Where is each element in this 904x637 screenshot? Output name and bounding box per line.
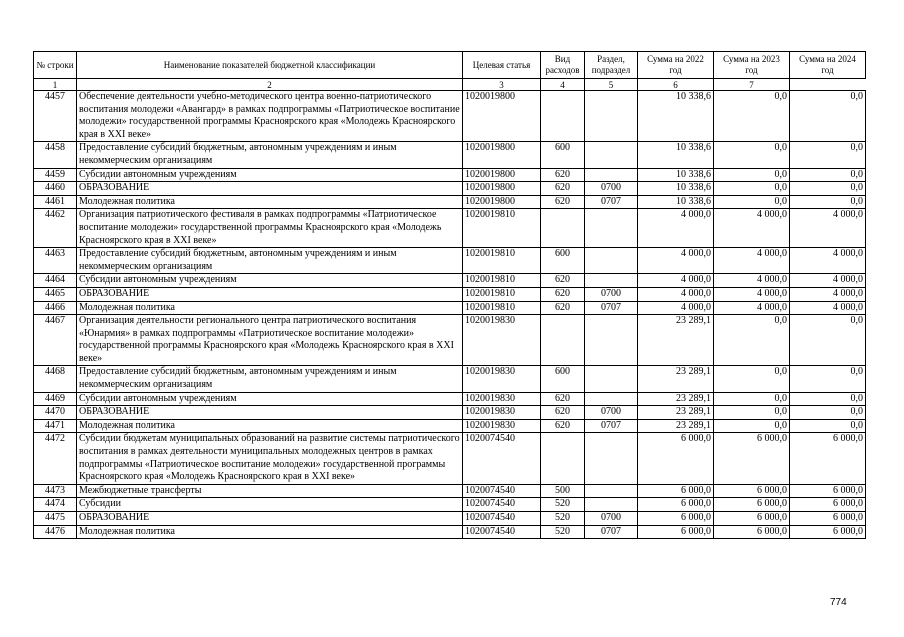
indicator-name: Молодежная политика <box>77 419 463 433</box>
expense-type-code: 600 <box>541 142 585 168</box>
indicator-name: Субсидии автономным учреждениям <box>77 274 463 288</box>
header-name: Наименование показателей бюджетной классификации <box>77 52 463 79</box>
target-article-code: 1020074540 <box>463 512 541 526</box>
header-sum-2024: Сумма на 2024 год <box>790 52 866 79</box>
sum-2023: 6 000,0 <box>714 512 790 526</box>
header-section: Раздел, подраздел <box>585 52 638 79</box>
row-number: 4471 <box>34 419 77 433</box>
section-code <box>585 209 638 248</box>
row-number: 4462 <box>34 209 77 248</box>
sum-2022: 10 338,6 <box>638 182 714 196</box>
sum-2023: 0,0 <box>714 315 790 366</box>
sum-2023: 4 000,0 <box>714 209 790 248</box>
sum-2024: 4 000,0 <box>790 274 866 288</box>
table-row <box>34 406 866 420</box>
column-number: 4 <box>541 79 585 91</box>
section-code <box>585 315 638 366</box>
column-number: 5 <box>585 79 638 91</box>
table-row <box>34 512 866 526</box>
expense-type-code <box>541 315 585 366</box>
sum-2024: 4 000,0 <box>790 287 866 301</box>
header-sum-2022: Сумма на 2022 год <box>638 52 714 79</box>
column-number: 7 <box>714 79 790 91</box>
table-row <box>34 366 866 392</box>
sum-2022: 23 289,1 <box>638 406 714 420</box>
table-row <box>34 315 866 366</box>
sum-2022: 4 000,0 <box>638 248 714 274</box>
indicator-name: Обеспечение деятельности учебно-методического центра военно-патриотического воспитания молодежи «Авангард» в рамках подпрограммы «Патриотическое воспитание молодежи» государственной программы Красноярского края «Молодежь Красноярского края в XXI веке» <box>77 91 463 142</box>
sum-2022: 6 000,0 <box>638 433 714 484</box>
row-number: 4473 <box>34 484 77 498</box>
sum-2024: 6 000,0 <box>790 498 866 512</box>
table-row <box>34 525 866 539</box>
indicator-name: ОБРАЗОВАНИЕ <box>77 406 463 420</box>
table-row <box>34 419 866 433</box>
sum-2022: 10 338,6 <box>638 91 714 142</box>
sum-2024: 6 000,0 <box>790 433 866 484</box>
row-number: 4463 <box>34 248 77 274</box>
target-article-code: 1020019800 <box>463 195 541 209</box>
expense-type-code: 500 <box>541 484 585 498</box>
sum-2024: 0,0 <box>790 195 866 209</box>
table-row <box>34 287 866 301</box>
sum-2024: 0,0 <box>790 366 866 392</box>
indicator-name: Субсидии бюджетам муниципальных образований на развитие системы патриотического воспитания в рамках деятельности муниципальных молодежных центров в рамках подпрограммы «Патриотическое воспитание молодежи» государственной программы Красноярского края «Молодежь Красноярского края в XXI веке» <box>77 433 463 484</box>
target-article-code: 1020074540 <box>463 484 541 498</box>
indicator-name: ОБРАЗОВАНИЕ <box>77 512 463 526</box>
sum-2023: 0,0 <box>714 168 790 182</box>
indicator-name: Предоставление субсидий бюджетным, автономным учреждениям и иным некоммерческим организациям <box>77 366 463 392</box>
sum-2024: 0,0 <box>790 315 866 366</box>
indicator-name: Молодежная политика <box>77 195 463 209</box>
section-code <box>585 366 638 392</box>
expense-type-code: 620 <box>541 406 585 420</box>
expense-type-code: 600 <box>541 366 585 392</box>
indicator-name: Организация деятельности регионального центра патриотического воспитания «Юнармия» в рамках подпрограммы «Патриотическое воспитание молодежи» государственной программы Красноярского края «Молодежь Красноярского края в XXI веке» <box>77 315 463 366</box>
sum-2024: 4 000,0 <box>790 209 866 248</box>
table-row <box>34 484 866 498</box>
sum-2022: 6 000,0 <box>638 498 714 512</box>
sum-2022: 23 289,1 <box>638 315 714 366</box>
column-number: 3 <box>463 79 541 91</box>
row-number: 4465 <box>34 287 77 301</box>
target-article-code: 1020019810 <box>463 248 541 274</box>
page-number: 774 <box>830 597 847 608</box>
expense-type-code <box>541 433 585 484</box>
column-number: 1 <box>34 79 77 91</box>
sum-2023: 0,0 <box>714 392 790 406</box>
target-article-code: 1020019810 <box>463 301 541 315</box>
expense-type-code: 520 <box>541 512 585 526</box>
indicator-name: Организация патриотического фестиваля в рамках подпрограммы «Патриотическое воспитание молодежи» государственной программы Красноярского края «Молодежь Красноярского края в XXI веке» <box>77 209 463 248</box>
expense-type-code: 620 <box>541 195 585 209</box>
indicator-name: Предоставление субсидий бюджетным, автономным учреждениям и иным некоммерческим организациям <box>77 142 463 168</box>
section-code: 0707 <box>585 301 638 315</box>
sum-2024: 6 000,0 <box>790 512 866 526</box>
sum-2023: 6 000,0 <box>714 433 790 484</box>
row-number: 4475 <box>34 512 77 526</box>
sum-2023: 4 000,0 <box>714 301 790 315</box>
sum-2023: 0,0 <box>714 419 790 433</box>
expense-type-code: 620 <box>541 274 585 288</box>
section-code: 0700 <box>585 512 638 526</box>
sum-2023: 4 000,0 <box>714 248 790 274</box>
sum-2023: 0,0 <box>714 195 790 209</box>
sum-2022: 4 000,0 <box>638 274 714 288</box>
target-article-code: 1020019800 <box>463 168 541 182</box>
section-code <box>585 168 638 182</box>
row-number: 4459 <box>34 168 77 182</box>
sum-2022: 4 000,0 <box>638 287 714 301</box>
row-number: 4469 <box>34 392 77 406</box>
table-row <box>34 274 866 288</box>
section-code: 0707 <box>585 195 638 209</box>
indicator-name: Молодежная политика <box>77 301 463 315</box>
target-article-code: 1020019830 <box>463 366 541 392</box>
row-number: 4468 <box>34 366 77 392</box>
sum-2024: 0,0 <box>790 142 866 168</box>
row-number: 4466 <box>34 301 77 315</box>
section-code: 0707 <box>585 525 638 539</box>
budget-table <box>33 51 866 539</box>
column-number-row <box>34 79 866 91</box>
column-number: 6 <box>638 79 714 91</box>
section-code <box>585 274 638 288</box>
indicator-name: Межбюджетные трансферты <box>77 484 463 498</box>
header-row-no: № строки <box>34 52 77 79</box>
sum-2024: 6 000,0 <box>790 525 866 539</box>
target-article-code: 1020074540 <box>463 433 541 484</box>
expense-type-code: 520 <box>541 525 585 539</box>
sum-2022: 4 000,0 <box>638 301 714 315</box>
header-expense-type: Вид расходов <box>541 52 585 79</box>
sum-2022: 10 338,6 <box>638 168 714 182</box>
section-code: 0700 <box>585 406 638 420</box>
table-row <box>34 392 866 406</box>
sum-2023: 0,0 <box>714 406 790 420</box>
sum-2024: 0,0 <box>790 182 866 196</box>
section-code <box>585 484 638 498</box>
target-article-code: 1020019830 <box>463 315 541 366</box>
expense-type-code: 620 <box>541 392 585 406</box>
row-number: 4458 <box>34 142 77 168</box>
sum-2024: 6 000,0 <box>790 484 866 498</box>
target-article-code: 1020019810 <box>463 209 541 248</box>
header-row <box>34 52 866 79</box>
indicator-name: Субсидии <box>77 498 463 512</box>
expense-type-code: 600 <box>541 248 585 274</box>
section-code <box>585 433 638 484</box>
header-sum-2023: Сумма на 2023 год <box>714 52 790 79</box>
target-article-code: 1020019800 <box>463 91 541 142</box>
sum-2024: 0,0 <box>790 419 866 433</box>
table-row <box>34 248 866 274</box>
target-article-code: 1020074540 <box>463 525 541 539</box>
target-article-code: 1020019810 <box>463 287 541 301</box>
sum-2022: 4 000,0 <box>638 209 714 248</box>
target-article-code: 1020019810 <box>463 274 541 288</box>
section-code: 0700 <box>585 287 638 301</box>
sum-2023: 4 000,0 <box>714 274 790 288</box>
table-row <box>34 209 866 248</box>
table-row <box>34 195 866 209</box>
sum-2023: 6 000,0 <box>714 498 790 512</box>
row-number: 4470 <box>34 406 77 420</box>
sum-2022: 6 000,0 <box>638 484 714 498</box>
table-row <box>34 168 866 182</box>
table-row <box>34 91 866 142</box>
row-number: 4464 <box>34 274 77 288</box>
sum-2024: 4 000,0 <box>790 301 866 315</box>
indicator-name: ОБРАЗОВАНИЕ <box>77 182 463 196</box>
sum-2023: 4 000,0 <box>714 287 790 301</box>
row-number: 4474 <box>34 498 77 512</box>
target-article-code: 1020019830 <box>463 392 541 406</box>
section-code <box>585 142 638 168</box>
header-target-article: Целевая статья <box>463 52 541 79</box>
expense-type-code: 620 <box>541 301 585 315</box>
table-body <box>34 91 866 539</box>
row-number: 4476 <box>34 525 77 539</box>
sum-2023: 0,0 <box>714 91 790 142</box>
sum-2024: 0,0 <box>790 168 866 182</box>
sum-2023: 0,0 <box>714 142 790 168</box>
row-number: 4457 <box>34 91 77 142</box>
sum-2024: 0,0 <box>790 91 866 142</box>
target-article-code: 1020019830 <box>463 419 541 433</box>
row-number: 4467 <box>34 315 77 366</box>
table-row <box>34 498 866 512</box>
sum-2024: 4 000,0 <box>790 248 866 274</box>
sum-2022: 6 000,0 <box>638 512 714 526</box>
expense-type-code <box>541 91 585 142</box>
indicator-name: Субсидии автономным учреждениям <box>77 168 463 182</box>
indicator-name: Субсидии автономным учреждениям <box>77 392 463 406</box>
sum-2023: 6 000,0 <box>714 484 790 498</box>
sum-2022: 10 338,6 <box>638 142 714 168</box>
row-number: 4461 <box>34 195 77 209</box>
expense-type-code: 620 <box>541 182 585 196</box>
sum-2023: 6 000,0 <box>714 525 790 539</box>
sum-2022: 6 000,0 <box>638 525 714 539</box>
column-number: 2 <box>77 79 463 91</box>
target-article-code: 1020019830 <box>463 406 541 420</box>
table-row <box>34 142 866 168</box>
indicator-name: Молодежная политика <box>77 525 463 539</box>
target-article-code: 1020019800 <box>463 142 541 168</box>
sum-2022: 23 289,1 <box>638 366 714 392</box>
section-code <box>585 91 638 142</box>
row-number: 4460 <box>34 182 77 196</box>
sum-2024: 0,0 <box>790 406 866 420</box>
target-article-code: 1020074540 <box>463 498 541 512</box>
sum-2024: 0,0 <box>790 392 866 406</box>
table-row <box>34 301 866 315</box>
target-article-code: 1020019800 <box>463 182 541 196</box>
section-code <box>585 248 638 274</box>
sum-2023: 0,0 <box>714 182 790 196</box>
sum-2022: 23 289,1 <box>638 419 714 433</box>
sum-2022: 23 289,1 <box>638 392 714 406</box>
expense-type-code <box>541 209 585 248</box>
expense-type-code: 620 <box>541 419 585 433</box>
table-row <box>34 182 866 196</box>
expense-type-code: 620 <box>541 168 585 182</box>
indicator-name: Предоставление субсидий бюджетным, автономным учреждениям и иным некоммерческим организациям <box>77 248 463 274</box>
sum-2022: 10 338,6 <box>638 195 714 209</box>
sum-2023: 0,0 <box>714 366 790 392</box>
section-code: 0700 <box>585 182 638 196</box>
section-code <box>585 498 638 512</box>
expense-type-code: 620 <box>541 287 585 301</box>
table-row <box>34 433 866 484</box>
section-code: 0707 <box>585 419 638 433</box>
row-number: 4472 <box>34 433 77 484</box>
expense-type-code: 520 <box>541 498 585 512</box>
section-code <box>585 392 638 406</box>
indicator-name: ОБРАЗОВАНИЕ <box>77 287 463 301</box>
